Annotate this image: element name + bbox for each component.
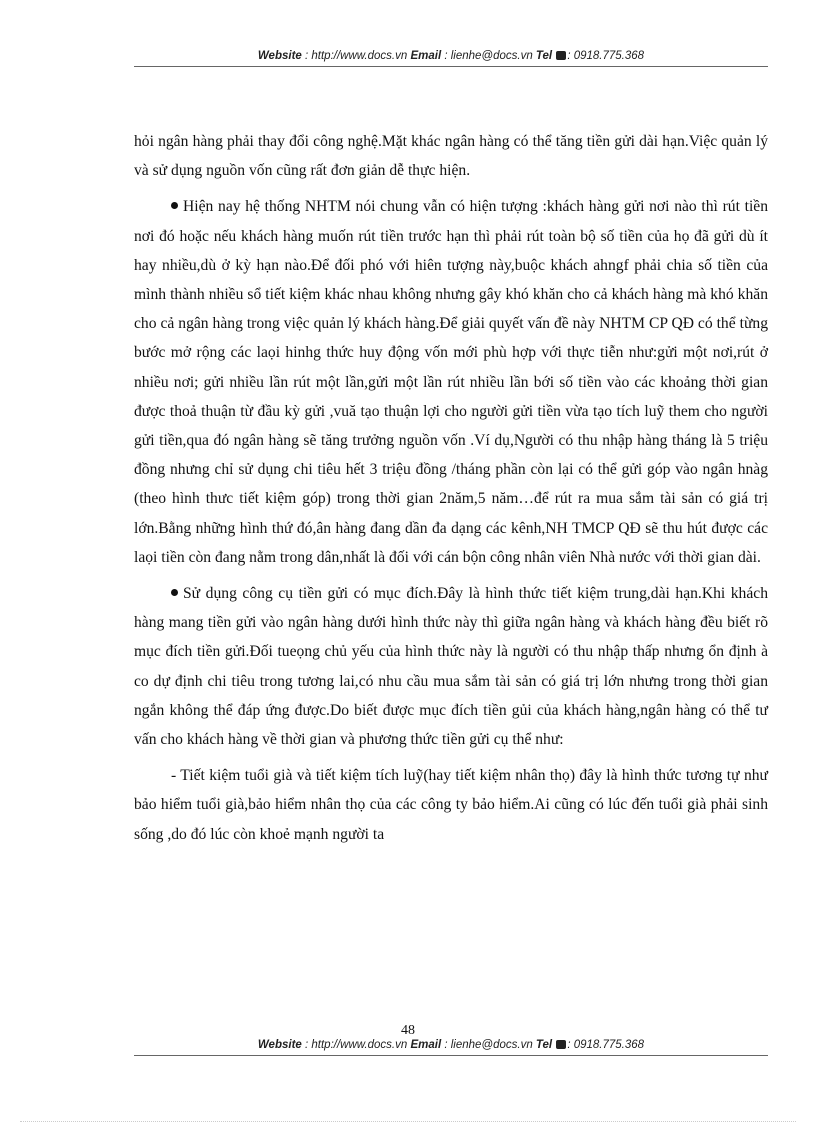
tel-value: : 0918.775.368 [567, 50, 645, 62]
paragraph-2 [134, 192, 768, 572]
page-edge-divider [20, 1121, 796, 1122]
document-body [134, 127, 768, 856]
paragraph-4: - Tiết kiệm tuổi già và tiết kiệm tích luỹ(hay tiết kiệm nhân thọ) đây là hình thức tương tự như bảo hiểm tuổi già,bảo hiểm nhân thọ của các công ty bảo hiểm.Ai cũng có lúc đến tuổi già phải sinh sống ,do đó lúc còn khoẻ mạnh người ta [134, 767, 768, 843]
website-value: : http://www.docs.vn [301, 50, 411, 62]
phone-icon [556, 51, 566, 60]
website-value: : http://www.docs.vn [301, 1039, 411, 1051]
website-label: Website [257, 50, 302, 62]
header-rule [134, 66, 768, 67]
paragraph-3-text: Sử dụng công cụ tiền gửi có mục đích.Đây là hình thức tiết kiệm trung,dài hạn.Khi khách hàng mang tiền gửi vào ngân hàng dưới hình thức này thì giữa ngân hàng và khách hàng đều biết rõ mục đích tiền gửi.Đối tueọng chủ yếu của hình thức này là người có thu nhập thấp nhưng ổn định à co dự định chi tiêu trong tương lai,có nhu cầu mua sắm tài sản có giá trị lớn nhưng trong thời gian ngắn không thể đáp ứng được.Do biết được mục đích tiền gủi của khách hàng,ngân hàng có thể tư vấn cho khách hàng về thời gian và phương thức tiền gửi cụ thể như: [134, 585, 768, 749]
phone-icon [556, 1040, 566, 1049]
paragraph-2-text: Hiện nay hệ thống NHTM nói chung vẫn có hiện tượng :khách hàng gửi nơi nào thì rút tiền nơi đó hoặc nếu khách hàng muốn rút tiền trước hạn thì phải rút toàn bộ số tiền của họ đã gửi dù ít hay nhiều,dù ở kỳ hạn nào.Để đối phó với hiên tượng này,buộc khách ahngf phải chia số tiền của mình thành nhiều sổ tiết kiệm khác nhau không nhưng gây khó khăn cho cả khách hàng mà khó khăn cho cả ngân hàng trong việc quản lý khách hàng.Để giải quyết vấn đề này NHTM CP QĐ có thể từng bước mở rộng các laọi hinhg thức huy động vốn mới phù hợp với thực tiễn như:gửi một nơi,rút ở nhiều nơi; gửi nhiều lần rút một lần,gửi một lần rút nhiều lần bới số tiền vào các khoảng thời gian được thoả thuận từ đầu kỳ gửi ,vuă tạo thuận lợi cho người gửi tiền vừa tạo tích luỹ them cho người gửi tiền,qua đó ngân hàng sẽ tăng trưởng nguồn vốn .Ví dụ,Người có thu nhập hàng tháng là 5 triệu đồng nhưng chỉ sử dụng chi tiêu hết 3 triệu đồng /tháng phần còn lại có thể gửi góp vào ngân hnàg (theo hình thưc tiết kiệm góp) trong thời gian 2năm,5 năm…để rút ra mua sắm tài sản có giá trị lớn.Bằng những hình thứ đó,ân hàng đang dần đa dạng các kênh,NH TMCP QĐ sẽ thu hút được các laọi tiền còn đang nằm trong dân,nhất là đối với cán bộn công nhân viên Nhà nước với thời gian dài. [134, 198, 768, 566]
footer-rule [134, 1055, 768, 1056]
tel-label: Tel [535, 50, 553, 62]
paragraph-3 [134, 579, 768, 754]
tel-value: : 0918.775.368 [567, 1039, 645, 1051]
email-label: Email [410, 1039, 442, 1051]
bullet-icon [171, 202, 178, 209]
page-footer [134, 1039, 768, 1051]
page-header [134, 50, 768, 62]
email-value: : lienhe@docs.vn [441, 1039, 536, 1051]
email-label: Email [410, 50, 442, 62]
bullet-icon [171, 589, 178, 596]
website-label: Website [257, 1039, 302, 1051]
tel-label: Tel [535, 1039, 553, 1051]
paragraph-1: hỏi ngân hàng phải thay đổi công nghệ.Mặt khác ngân hàng có thể tăng tiền gửi dài hạn.Việc quản lý và sử dụng nguồn vốn cũng rất đơn giản dễ thực hiện. [134, 133, 768, 180]
email-value: : lienhe@docs.vn [441, 50, 536, 62]
page-number: 48 [401, 1023, 415, 1038]
